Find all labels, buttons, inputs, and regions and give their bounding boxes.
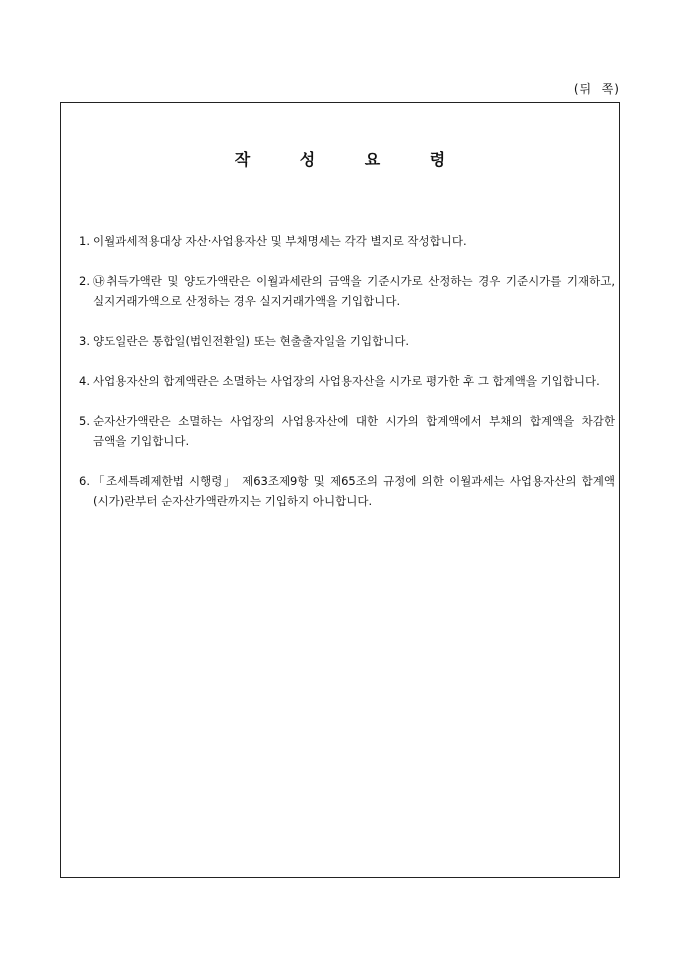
item-text: 양도일란은 통합일(법인전환일) 또는 현출출자일을 기입합니다.	[93, 334, 410, 348]
item-text: 사업용자산의 합계액란은 소멸하는 사업장의 사업용자산을 시가로 평가한 후 그 합계액을 기입합니다.	[93, 374, 600, 388]
item-text: 순자산가액란은 소멸하는 사업장의 사업용자산에 대한 시가의 합계액에서 부채의 합계액을 차감한 금액을 기입합니다.	[93, 414, 615, 448]
item-text: 「조세특례제한법 시행령」 제63조제9항 및 제65조의 규정에 의한 이월과세는 사업용자산의 합계액(시가)란부터 순자산가액란까지는 기입하지 아니합니다.	[93, 474, 615, 508]
list-item	[79, 411, 615, 451]
item-text: 이월과세적용대상 자산·사업용자산 및 부채명세는 각각 별지로 작성합니다.	[93, 234, 467, 248]
item-number: 1.	[79, 234, 90, 248]
list-item	[79, 471, 615, 511]
item-number: 4.	[79, 374, 90, 388]
item-number: 2.	[79, 274, 90, 288]
item-number: 3.	[79, 334, 90, 348]
item-number: 6.	[79, 474, 90, 488]
page-title: 작 성 요 령	[234, 150, 468, 169]
list-item	[79, 271, 615, 311]
instructions-frame	[60, 102, 620, 878]
page-side-label: (뒤 쪽)	[573, 82, 620, 96]
item-number: 5.	[79, 414, 90, 428]
list-item	[79, 371, 615, 391]
list-item	[79, 331, 615, 351]
list-item	[79, 231, 615, 251]
instructions-list	[79, 231, 615, 531]
item-text: ㉯취득가액란 및 양도가액란은 이월과세란의 금액을 기준시가로 산정하는 경우 기준시가를 기재하고, 실지거래가액으로 산정하는 경우 실지거래가액을 기입합니다.	[93, 274, 615, 308]
